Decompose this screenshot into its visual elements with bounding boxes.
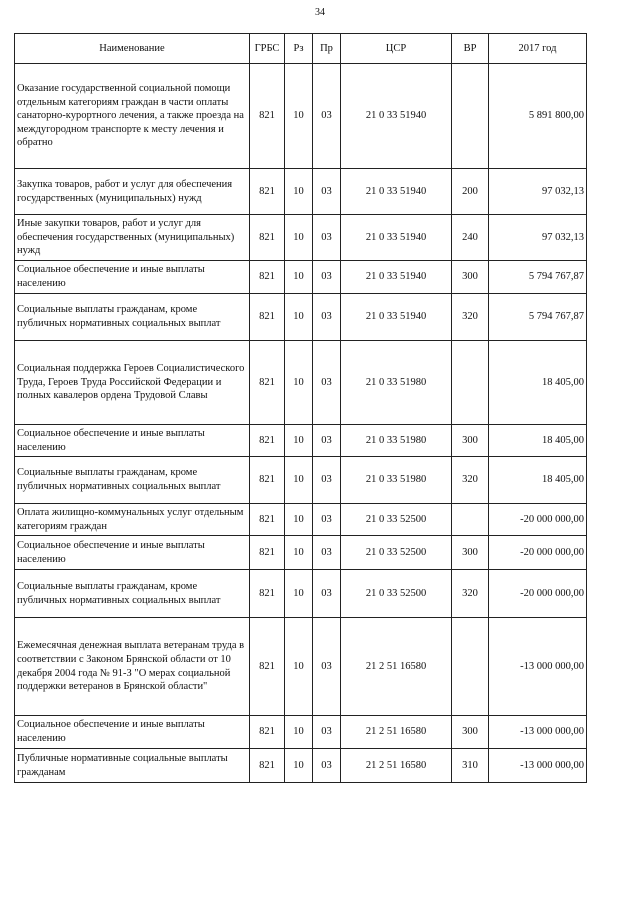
- table-header-row: [15, 34, 587, 64]
- row-name: Ежемесячная денежная выплата ветеранам труда в соответствии с Законом Брянской области от 10 декабря 2004 года № 91-З "О мерах социальной поддержки ветеранов в Брянской области": [15, 618, 250, 716]
- table-row: [15, 457, 587, 504]
- table-row: [15, 215, 587, 261]
- row-grbs: 821: [250, 261, 285, 294]
- table-row: [15, 618, 587, 716]
- row-amount: 5 794 767,87: [489, 261, 587, 294]
- row-rz: 10: [285, 341, 313, 425]
- row-csr: 21 0 33 51940: [341, 294, 452, 341]
- row-name: Социальные выплаты гражданам, кроме публичных нормативных социальных выплат: [15, 457, 250, 504]
- table-row: [15, 64, 587, 169]
- row-name: Социальное обеспечение и иные выплаты населению: [15, 425, 250, 457]
- header-rz: Рз: [285, 34, 313, 64]
- row-vr: [452, 504, 489, 536]
- row-grbs: 821: [250, 341, 285, 425]
- row-name: Социальная поддержка Героев Социалистического Труда, Героев Труда Российской Федерации и полных кавалеров ордена Трудовой Славы: [15, 341, 250, 425]
- header-name: Наименование: [15, 34, 250, 64]
- row-amount: 97 032,13: [489, 215, 587, 261]
- row-amount: -20 000 000,00: [489, 504, 587, 536]
- row-rz: 10: [285, 749, 313, 783]
- row-vr: 300: [452, 716, 489, 749]
- row-csr: 21 0 33 51940: [341, 261, 452, 294]
- row-pr: 03: [313, 716, 341, 749]
- row-pr: 03: [313, 294, 341, 341]
- row-grbs: 821: [250, 570, 285, 618]
- row-csr: 21 2 51 16580: [341, 749, 452, 783]
- row-amount: -13 000 000,00: [489, 749, 587, 783]
- row-rz: 10: [285, 716, 313, 749]
- row-pr: 03: [313, 570, 341, 618]
- row-rz: 10: [285, 64, 313, 169]
- row-grbs: 821: [250, 215, 285, 261]
- header-year: 2017 год: [489, 34, 587, 64]
- row-rz: 10: [285, 261, 313, 294]
- header-csr: ЦСР: [341, 34, 452, 64]
- page-number: 34: [315, 7, 325, 18]
- row-grbs: 821: [250, 749, 285, 783]
- row-pr: 03: [313, 536, 341, 570]
- row-rz: 10: [285, 457, 313, 504]
- row-vr: 300: [452, 536, 489, 570]
- row-vr: 310: [452, 749, 489, 783]
- row-vr: 200: [452, 169, 489, 215]
- table-row: [15, 169, 587, 215]
- row-pr: 03: [313, 749, 341, 783]
- row-vr: [452, 341, 489, 425]
- row-pr: 03: [313, 64, 341, 169]
- row-rz: 10: [285, 618, 313, 716]
- row-amount: -13 000 000,00: [489, 716, 587, 749]
- row-pr: 03: [313, 261, 341, 294]
- row-vr: 300: [452, 425, 489, 457]
- row-pr: 03: [313, 457, 341, 504]
- row-csr: 21 0 33 51940: [341, 64, 452, 169]
- row-csr: 21 2 51 16580: [341, 716, 452, 749]
- row-amount: 18 405,00: [489, 341, 587, 425]
- row-grbs: 821: [250, 618, 285, 716]
- row-name: Социальное обеспечение и иные выплаты населению: [15, 716, 250, 749]
- table-row: [15, 294, 587, 341]
- row-rz: 10: [285, 425, 313, 457]
- row-pr: 03: [313, 215, 341, 261]
- row-amount: 18 405,00: [489, 425, 587, 457]
- row-vr: [452, 64, 489, 169]
- row-name: Социальные выплаты гражданам, кроме публичных нормативных социальных выплат: [15, 294, 250, 341]
- row-name: Социальное обеспечение и иные выплаты населению: [15, 261, 250, 294]
- header-grbs: ГРБС: [250, 34, 285, 64]
- row-vr: 320: [452, 294, 489, 341]
- row-amount: 97 032,13: [489, 169, 587, 215]
- row-rz: 10: [285, 570, 313, 618]
- row-vr: 240: [452, 215, 489, 261]
- row-csr: 21 0 33 51980: [341, 425, 452, 457]
- row-rz: 10: [285, 536, 313, 570]
- row-csr: 21 0 33 52500: [341, 570, 452, 618]
- row-vr: 300: [452, 261, 489, 294]
- row-grbs: 821: [250, 457, 285, 504]
- table-row: [15, 341, 587, 425]
- row-csr: 21 2 51 16580: [341, 618, 452, 716]
- row-rz: 10: [285, 504, 313, 536]
- row-amount: -20 000 000,00: [489, 570, 587, 618]
- table-row: [15, 570, 587, 618]
- header-pr: Пр: [313, 34, 341, 64]
- header-vr: ВР: [452, 34, 489, 64]
- row-csr: 21 0 33 52500: [341, 536, 452, 570]
- row-grbs: 821: [250, 169, 285, 215]
- row-grbs: 821: [250, 64, 285, 169]
- row-amount: 5 891 800,00: [489, 64, 587, 169]
- row-vr: [452, 618, 489, 716]
- table-row: [15, 261, 587, 294]
- row-grbs: 821: [250, 504, 285, 536]
- row-amount: -13 000 000,00: [489, 618, 587, 716]
- row-csr: 21 0 33 51980: [341, 341, 452, 425]
- row-name: Публичные нормативные социальные выплаты гражданам: [15, 749, 250, 783]
- row-csr: 21 0 33 51940: [341, 215, 452, 261]
- table-row: [15, 536, 587, 570]
- row-name: Оплата жилищно-коммунальных услуг отдельным категориям граждан: [15, 504, 250, 536]
- row-rz: 10: [285, 169, 313, 215]
- row-grbs: 821: [250, 425, 285, 457]
- row-amount: -20 000 000,00: [489, 536, 587, 570]
- row-pr: 03: [313, 169, 341, 215]
- row-rz: 10: [285, 215, 313, 261]
- row-name: Социальные выплаты гражданам, кроме публичных нормативных социальных выплат: [15, 570, 250, 618]
- budget-table: [14, 33, 587, 783]
- table-row: [15, 749, 587, 783]
- row-grbs: 821: [250, 294, 285, 341]
- row-name: Оказание государственной социальной помощи отдельным категориям граждан в части оплаты санаторно-курортного лечения, а также проезда на междугородном транспорте к месту лечения и обратно: [15, 64, 250, 169]
- row-grbs: 821: [250, 716, 285, 749]
- table-row: [15, 504, 587, 536]
- row-grbs: 821: [250, 536, 285, 570]
- row-amount: 5 794 767,87: [489, 294, 587, 341]
- table-row: [15, 425, 587, 457]
- row-csr: 21 0 33 51980: [341, 457, 452, 504]
- table-row: [15, 716, 587, 749]
- row-name: Иные закупки товаров, работ и услуг для обеспечения государственных (муниципальных) нужд: [15, 215, 250, 261]
- row-name: Социальное обеспечение и иные выплаты населению: [15, 536, 250, 570]
- row-amount: 18 405,00: [489, 457, 587, 504]
- row-pr: 03: [313, 618, 341, 716]
- row-rz: 10: [285, 294, 313, 341]
- row-pr: 03: [313, 341, 341, 425]
- row-name: Закупка товаров, работ и услуг для обеспечения государственных (муниципальных) нужд: [15, 169, 250, 215]
- row-vr: 320: [452, 457, 489, 504]
- row-pr: 03: [313, 425, 341, 457]
- row-pr: 03: [313, 504, 341, 536]
- row-vr: 320: [452, 570, 489, 618]
- row-csr: 21 0 33 51940: [341, 169, 452, 215]
- row-csr: 21 0 33 52500: [341, 504, 452, 536]
